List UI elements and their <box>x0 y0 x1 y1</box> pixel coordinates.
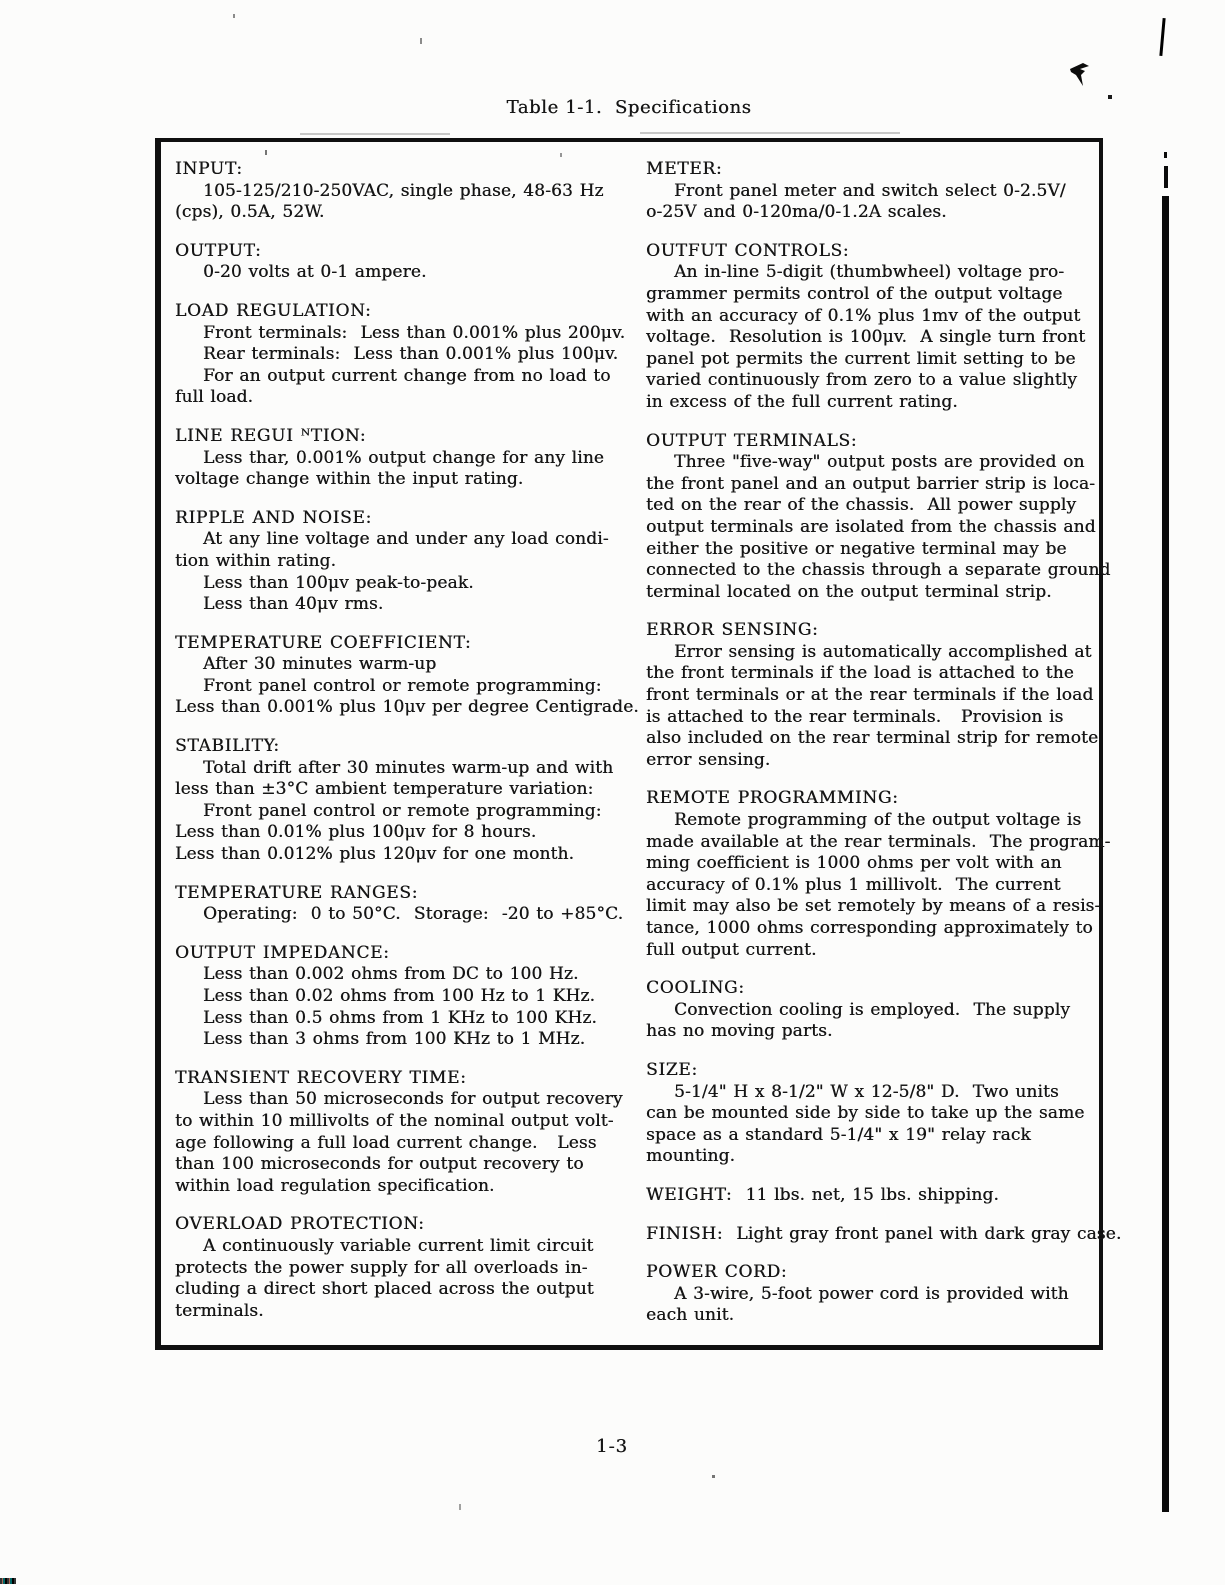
section-heading: POWER CORD: <box>646 1262 788 1283</box>
spec-line: less than ±3°C ambient temperature variation: <box>175 779 594 800</box>
spec-line: to within 10 millivolts of the nominal output volt- <box>175 1110 614 1131</box>
spec-section <box>175 426 613 491</box>
spec-line: full load. <box>175 387 254 408</box>
ink-speck <box>459 1504 461 1510</box>
section-heading: INPUT: <box>175 159 243 179</box>
corner-tick-mark <box>1159 18 1165 56</box>
ink-speck <box>420 38 422 44</box>
spec-line: Rear terminals: Less than 0.001% plus 100μv. <box>203 344 619 365</box>
spec-line: An in-line 5-digit (thumbwheel) voltage pro- <box>674 262 1065 283</box>
spec-line: protects the power supply for all overloads in- <box>175 1257 588 1278</box>
spec-line: A continuously variable current limit circuit <box>203 1235 594 1256</box>
spec-section <box>646 620 1099 771</box>
spec-line: 5-1/4" H x 8-1/2" W x 12-5/8" D. Two units <box>674 1081 1059 1102</box>
section-paragraph <box>175 964 613 986</box>
ink-speck <box>560 153 562 157</box>
section-paragraph <box>646 1284 1094 1327</box>
spec-line: age following a full load current change. Less <box>175 1132 597 1153</box>
table-caption: Table 1-1. Specifications <box>506 97 752 118</box>
spec-line: tion within rating. <box>175 550 337 571</box>
section-paragraph <box>175 676 613 698</box>
spec-line: Remote programming of the output voltage is <box>674 810 1082 831</box>
spec-line: full output current. <box>646 939 817 960</box>
spec-line: is attached to the rear terminals. Provision is <box>646 706 1064 727</box>
spec-line: within load regulation specification. <box>175 1175 495 1196</box>
section-paragraph <box>175 322 626 345</box>
section-heading: METER: <box>646 159 723 179</box>
spec-line: Less than 0.002 ohms from DC to 100 Hz. <box>203 964 579 985</box>
section-paragraph <box>175 262 613 284</box>
spec-line: front terminals or at the rear terminals if the load <box>646 685 1094 706</box>
spec-line: Less than 0.02 ohms from 100 Hz to 1 KHz. <box>203 986 596 1006</box>
spec-line: voltage. Resolution is 100μv. A single turn front <box>646 327 1086 348</box>
section-heading: TEMPERATURE COEFFICIENT: <box>175 632 472 653</box>
spec-line: After 30 minutes warm-up <box>203 654 437 675</box>
spec-section <box>646 1060 1094 1168</box>
spec-line: accuracy of 0.1% plus 1 millivolt. The current <box>646 874 1061 895</box>
spec-line: either the positive or negative terminal may be <box>646 538 1067 559</box>
spec-line: Front panel control or remote programming: <box>203 800 602 821</box>
section-heading: OUTFUT CONTROLS: <box>646 240 850 261</box>
spec-line: Less than 40μv rms. <box>203 594 384 615</box>
section-heading: OUTPUT: <box>175 240 262 261</box>
spec-section <box>646 788 1111 961</box>
spec-line: Error sensing is automatically accomplished at <box>674 641 1092 662</box>
spec-line: 105-125/210-250VAC, single phase, 48-63 Hz <box>203 180 604 201</box>
section-paragraph <box>175 1008 613 1030</box>
spec-section <box>175 508 613 616</box>
section-heading: COOLING: <box>646 978 745 999</box>
spec-line: has no moving parts. <box>646 1021 833 1042</box>
section-paragraph <box>175 654 613 676</box>
section-heading: TEMPERATURE RANGES: <box>175 882 419 903</box>
section-paragraph <box>175 573 613 595</box>
spec-line: mounting. <box>646 1146 736 1167</box>
section-paragraph <box>646 810 1111 961</box>
spec-line: Less than 100μv peak-to-peak. <box>203 572 474 593</box>
section-paragraph <box>175 448 613 491</box>
spec-line: than 100 microseconds for output recovery to <box>175 1154 584 1175</box>
spec-line: made available at the rear terminals. The program- <box>646 831 1111 852</box>
spec-line: the front terminals if the load is attached to the <box>646 663 1074 684</box>
spec-line: connected to the chassis through a separate ground <box>646 560 1111 581</box>
spec-line: Three "five-way" output posts are provided on <box>674 452 1085 473</box>
spec-line: tance, 1000 ohms corresponding approximately to <box>646 918 1093 938</box>
section-text: Light gray front panel with dark gray case. <box>723 1223 1122 1244</box>
spec-section <box>175 943 613 1051</box>
spec-line: also included on the rear terminal strip for remote <box>646 728 1099 749</box>
spec-line: each unit. <box>646 1305 735 1326</box>
spec-line <box>646 1185 1094 1207</box>
spec-line: Less than 0.012% plus 120μv for one month. <box>175 844 575 865</box>
spec-section <box>175 736 613 866</box>
spec-section <box>646 978 1094 1043</box>
spec-line: Less thar, 0.001% output change for any line <box>203 447 605 468</box>
section-paragraph <box>646 262 1094 413</box>
spec-line: Less than 3 ohms from 100 KHz to 1 MHz. <box>203 1029 586 1050</box>
spec-line: limit may also be set remotely by means of a resis- <box>646 896 1101 917</box>
section-paragraph <box>175 594 613 616</box>
spec-line: error sensing. <box>646 749 771 770</box>
section-heading: TRANSIENT RECOVERY TIME: <box>175 1067 467 1088</box>
section-heading: SIZE: <box>646 1059 698 1080</box>
spec-section <box>175 632 639 719</box>
spec-line: Front terminals: Less than 0.001% plus 200μv. <box>203 322 626 343</box>
specifications-table <box>155 138 1122 1350</box>
section-paragraph <box>175 801 613 823</box>
spec-line: For an output current change from no load to <box>203 365 611 386</box>
spec-line: Front panel control or remote programming: <box>203 675 602 696</box>
section-paragraph <box>175 697 639 719</box>
section-paragraph <box>175 822 613 844</box>
ink-speck <box>712 1475 715 1478</box>
spec-line: Less than 50 microseconds for output recovery <box>203 1089 623 1110</box>
spec-section <box>175 1067 623 1198</box>
section-paragraph <box>646 641 1099 772</box>
spec-line: Front panel meter and switch select 0-2.5V/ <box>674 180 1066 201</box>
section-paragraph <box>646 1000 1094 1043</box>
spec-line: terminals. <box>175 1300 264 1321</box>
section-paragraph <box>175 986 613 1008</box>
section-paragraph <box>175 1029 613 1051</box>
section-paragraph <box>175 1236 613 1322</box>
spec-section <box>646 241 1094 414</box>
spec-line: (cps), 0.5A, 52W. <box>175 202 325 223</box>
section-heading: ERROR SENSING: <box>646 620 819 641</box>
section-paragraph <box>175 344 619 366</box>
spec-section <box>175 882 624 926</box>
section-heading: FINISH: <box>646 1223 724 1244</box>
spec-line: Less than 0.001% plus 10μv per degree Centigrade. <box>175 697 639 718</box>
spec-line: can be mounted side by side to take up the same <box>646 1103 1085 1124</box>
blue-underline <box>127 1571 270 1574</box>
spec-section <box>175 1214 613 1322</box>
spec-line: ted on the rear of the chassis. All power supply <box>646 495 1077 516</box>
spec-line: grammer permits control of the output voltage <box>646 283 1063 304</box>
binding-line-dash <box>1164 166 1168 188</box>
section-heading: OUTPUT TERMINALS: <box>646 430 858 451</box>
spec-line <box>646 1223 1122 1246</box>
spec-line: Convection cooling is employed. The supply <box>674 999 1071 1020</box>
section-paragraph <box>175 529 613 572</box>
spec-line: Total drift after 30 minutes warm-up and with <box>203 757 614 778</box>
spec-line: voltage change within the input rating. <box>175 469 524 490</box>
ink-speck <box>1108 95 1112 99</box>
spec-line: output terminals are isolated from the chassis and <box>646 516 1096 537</box>
ink-speck <box>233 14 235 18</box>
spec-line: the front panel and an output barrier strip is loca- <box>646 473 1096 494</box>
section-heading: STABILITY: <box>175 736 280 757</box>
spec-section <box>646 1223 1122 1246</box>
section-heading: WEIGHT: <box>646 1184 733 1205</box>
right-column <box>646 159 1122 1345</box>
spec-line: panel pot permits the current limit setting to be <box>646 348 1076 369</box>
section-paragraph <box>646 181 1094 224</box>
spec-line: 0-20 volts at 0-1 ampere. <box>203 262 427 283</box>
section-paragraph <box>175 904 624 926</box>
spec-section <box>646 1262 1094 1327</box>
spec-line: cluding a direct short placed across the output <box>175 1279 594 1300</box>
spec-line: terminal located on the output terminal strip. <box>646 581 1052 602</box>
spec-line: Less than 0.5 ohms from 1 KHz to 100 KHz. <box>203 1007 597 1028</box>
spec-line: in excess of the full current rating. <box>646 391 958 412</box>
section-paragraph <box>175 366 613 409</box>
section-heading: LINE REGUI ᴺTION: <box>175 425 367 446</box>
section-paragraph <box>175 844 613 866</box>
spec-section <box>646 430 1111 604</box>
spec-section <box>646 1185 1094 1207</box>
page-binding-line <box>1162 196 1169 1512</box>
section-heading: RIPPLE AND NOISE: <box>175 507 372 528</box>
section-heading: REMOTE PROGRAMMING: <box>646 788 899 809</box>
handwritten-mark <box>1068 60 1094 92</box>
spec-line: A 3-wire, 5-foot power cord is provided with <box>674 1283 1069 1304</box>
ink-speck <box>265 150 267 155</box>
spec-line: space as a standard 5-1/4" x 19" relay rack <box>646 1124 1031 1145</box>
spec-section <box>646 159 1094 224</box>
section-paragraph <box>175 181 613 224</box>
spec-line: with an accuracy of 0.1% plus 1mv of the output <box>646 305 1081 326</box>
spec-section <box>175 159 613 224</box>
scan-smear <box>640 132 900 134</box>
binding-line-dot <box>1164 152 1167 158</box>
section-heading: OVERLOAD PROTECTION: <box>175 1214 425 1235</box>
section-paragraph <box>175 1089 623 1197</box>
section-paragraph <box>646 1082 1094 1168</box>
spec-line: Less than 0.01% plus 100μv for 8 hours. <box>175 822 537 843</box>
section-paragraph <box>646 452 1111 603</box>
section-paragraph <box>175 758 613 801</box>
scan-smear <box>300 133 450 135</box>
page-number: 1-3 <box>596 1436 628 1457</box>
section-heading: LOAD REGULATION: <box>175 300 372 321</box>
spec-line: ming coefficient is 1000 ohms per volt with an <box>646 853 1062 874</box>
spec-line: o-25V and 0-120ma/0-1.2A scales. <box>646 202 947 223</box>
spec-section <box>175 300 626 409</box>
left-column <box>175 159 639 1345</box>
section-text: 11 lbs. net, 15 lbs. shipping. <box>732 1184 999 1205</box>
spec-line: Operating: 0 to 50°C. Storage: -20 to +85°C. <box>203 904 624 925</box>
spec-line: varied continuously from zero to a value slightly <box>646 370 1078 391</box>
spec-line: At any line voltage and under any load condi- <box>203 529 609 550</box>
spec-section <box>175 241 613 284</box>
corner-scan-noise <box>0 1578 16 1584</box>
section-heading: OUTPUT IMPEDANCE: <box>175 942 390 963</box>
